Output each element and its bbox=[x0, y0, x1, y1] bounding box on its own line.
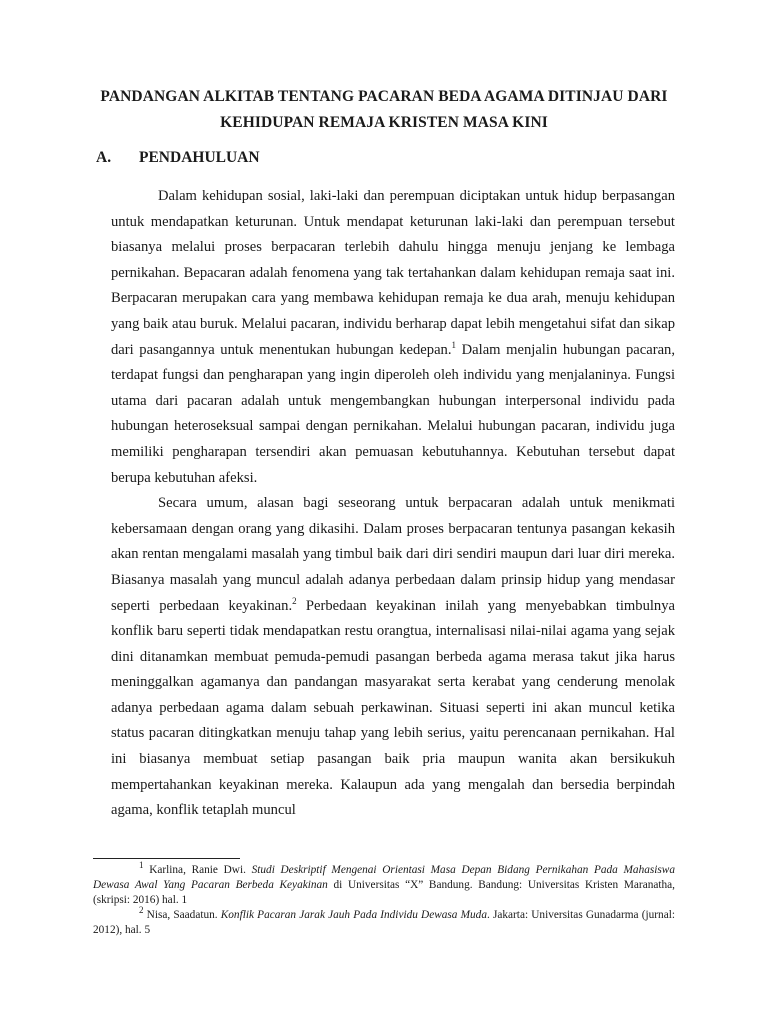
title-line-1: PANDANGAN ALKITAB TENTANG PACARAN BEDA AGAMA DITINJAU DARI bbox=[100, 88, 668, 105]
document-title bbox=[80, 84, 688, 136]
section-heading bbox=[96, 146, 260, 170]
footnote-1: $^1$ Karlina, Ranie Dwi. Studi Deskriptif Mengenai Orientasi Masa Depan Bidang Pernikahan Pada Mahasiswa Dewasa Awal Yang Pacaran Berbeda Keyakinan di Universitas “X” Bandung. Bandung: Universitas Kristen Maranatha, (skripsi: 2016) hal. 1 bbox=[93, 860, 675, 906]
section-title: PENDAHULUAN bbox=[139, 149, 260, 166]
footnotes bbox=[93, 860, 675, 938]
footnote-2: $^2$ Nisa, Saadatun. Konflik Pacaran Jarak Jauh Pada Individu Dewasa Muda. Jakarta: Universitas Gunadarma (jurnal: 2012), hal. 5 bbox=[93, 905, 675, 936]
footnote-1-title: Studi Deskriptif Mengenai Orientasi Masa Depan Bidang Pernikahan Pada Mahasiswa Dewasa Awal Yang Pacaran Berbeda Keyakinan bbox=[93, 864, 675, 891]
footnote-ref-2[interactable]: 2 bbox=[292, 595, 297, 606]
footnote-ref-1[interactable]: 1 bbox=[451, 339, 457, 350]
footnote-separator bbox=[93, 858, 240, 859]
footnote-2-title: Konflik Pacaran Jarak Jauh Pada Individu Dewasa Muda bbox=[220, 909, 487, 921]
paragraph-1: Dalam kehidupan sosial, laki-laki dan perempuan diciptakan untuk hidup berpasangan untuk mendapatkan keturunan. Untuk mendapat keturunan laki-laki dan perempuan tersebut biasanya melalui proses berpacaran terlebih dahulu hingga menuju jenjang ke lembaga pernikahan. Bepacaran adalah fenomena yang tak tertahankan dalam kehidupan remaja saat ini. Berpacaran merupakan cara yang membawa kehidupan remaja ke dua arah, menuju kehidupan yang baik atau buruk. Melalui pacaran, individu berharap dapat lebih mengetahui sifat dan sikap dari pasangannya untuk menentukan hubungan kedepan.$^1$ Dalam menjalin hubungan pacaran, terdapat fungsi dan pengharapan yang ingin diperoleh oleh individu yang menjalaninya. Fungsi utama dari pacaran adalah untuk mengembangkan hubungan interpersonal individu pada hubungan heteroseksual sampai dengan pernikahan. Melalui hubungan pacaran, individu juga memiliki pengharapan tersendiri akan pemuasan kebutuhannya. Kebutuhan tersebut dapat berupa kebutuhan afeksi. bbox=[111, 188, 675, 486]
section-number: A. bbox=[96, 149, 112, 166]
body-text bbox=[111, 184, 675, 824]
title-line-2: KEHIDUPAN REMAJA KRISTEN MASA KINI bbox=[220, 114, 548, 131]
paragraph-2: Secara umum, alasan bagi seseorang untuk berpacaran adalah untuk menikmati kebersamaan dengan orang yang dikasihi. Dalam proses berpacaran tentunya pasangan kekasih akan rentan mengalami masalah yang timbul baik dari diri sendiri maupun dari luar diri mereka. Biasanya masalah yang muncul adalah adanya perbedaan dalam prinsip hidup yang mendasar seperti perbedaan keyakinan.$^2$ Perbedaan keyakinan inilah yang menyebabkan timbulnya konflik baru seperti tidak mendapatkan restu orangtua, internalisasi nilai-nilai agama yang sejak dini ditanamkan membuat pemuda-pemudi pasangan berbeda agama merasa takut jika harus meninggalkan agamanya dan pandangan masyarakat serta kerabat yang cenderung menolak adanya perbedaan agama dalam sebuah perkawinan. Situasi seperti ini akan muncul ketika status pacaran ditingkatkan menuju tahap yang lebih serius, yaitu perencanaan pernikahan. Hal ini biasanya membuat setiap pasangan baik pria maupun wanita akan bersikukuh mempertahankan keyakinan mereka. Kalaupun ada yang mengalah dan bersedia berpindah agama, konflik tetaplah muncul bbox=[111, 495, 675, 819]
